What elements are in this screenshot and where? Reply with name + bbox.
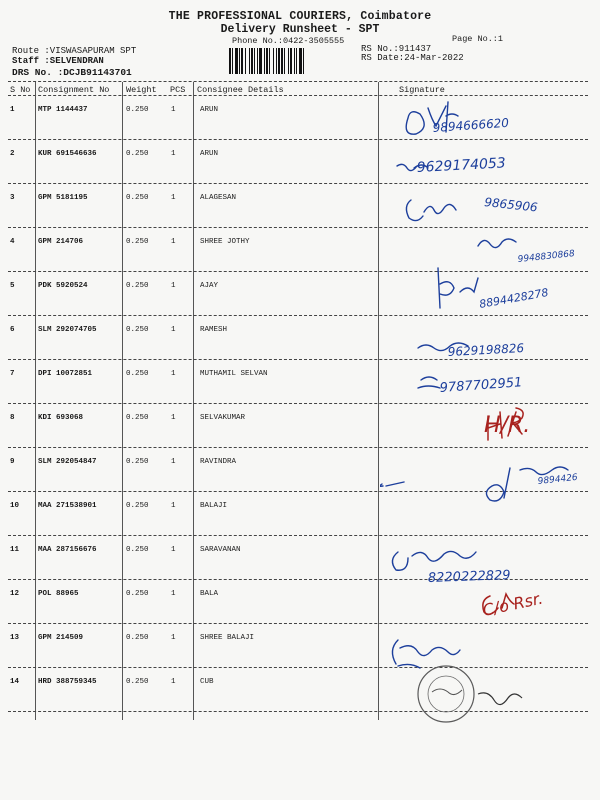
row-divider: [8, 491, 588, 492]
row-consignment-number: MTP 1144437: [38, 106, 88, 114]
row-pieces: 1: [171, 238, 176, 246]
barcode-bar: [257, 48, 258, 74]
row-consignment-number: GPM 5181195: [38, 194, 88, 202]
signature-row-4: [478, 239, 516, 248]
row-divider: [8, 315, 588, 316]
signature-row-2: [397, 164, 428, 170]
row-serial-number: 12: [10, 590, 20, 598]
barcode-bar: [245, 48, 246, 74]
route-label: Route :VISWASAPURAM SPT: [12, 46, 137, 56]
row-divider: [8, 403, 588, 404]
row-consignee: ARUN: [200, 150, 219, 158]
document-title: Delivery Runsheet - SPT: [220, 23, 380, 36]
row-serial-number: 3: [10, 194, 15, 202]
rs-date: RS Date:24-Mar-2022: [361, 53, 464, 63]
column-header-sno: S No: [10, 85, 31, 95]
header-bottom-divider: [8, 95, 588, 96]
barcode-bar: [296, 48, 297, 74]
barcode-bar: [235, 48, 238, 74]
barcode-bar: [281, 48, 283, 74]
handwritten-phone-row-2: 9629174053: [416, 155, 507, 176]
row-pieces: 1: [171, 106, 176, 114]
signature-row-11: [392, 551, 476, 570]
column-header-signature: Signature: [399, 85, 445, 95]
phone-number: Phone No.:0422-3505555: [232, 36, 345, 46]
row-divider: [8, 227, 588, 228]
table-top-divider: [8, 81, 588, 82]
handwritten-note-row-12: C/o Rsr.: [480, 588, 545, 620]
page-number: Page No.:1: [452, 34, 504, 44]
staff-label: Staff :SELVENDRAN: [12, 56, 104, 66]
row-divider: [8, 359, 588, 360]
row-pieces: 1: [171, 194, 176, 202]
row-pieces: 1: [171, 326, 176, 334]
column-header-consignment: Consignment No: [38, 85, 110, 95]
handwritten-phone-row-11: 8220222829: [427, 568, 511, 586]
barcode-bar: [229, 48, 231, 74]
column-header-weight: Weight: [126, 85, 157, 95]
barcode-bar: [254, 48, 255, 74]
row-weight: 0.250: [126, 590, 149, 598]
signature-row-3: [406, 200, 456, 221]
row-weight: 0.250: [126, 414, 149, 422]
row-divider: [8, 139, 588, 140]
row-serial-number: 13: [10, 634, 20, 642]
row-consignment-number: SLM 292074705: [38, 326, 97, 334]
row-consignee: SELVAKUMAR: [200, 414, 246, 422]
row-weight: 0.250: [126, 546, 149, 554]
row-consignment-number: POL 88965: [38, 590, 79, 598]
row-serial-number: 2: [10, 150, 15, 158]
signature-row-9-line: [380, 482, 404, 490]
row-divider: [8, 535, 588, 536]
barcode-bar: [294, 48, 295, 74]
row-consignee: SHREE BALAJI: [200, 634, 255, 642]
barcode-bar: [232, 48, 233, 74]
row-weight: 0.250: [126, 370, 149, 378]
barcode-bar: [241, 48, 243, 74]
column-header-consignee: Consignee Details: [197, 85, 284, 95]
row-consignee: BALAJI: [200, 502, 228, 510]
barcode-bar: [278, 48, 280, 74]
row-serial-number: 8: [10, 414, 15, 422]
row-weight: 0.250: [126, 282, 149, 290]
barcode-bar: [288, 48, 289, 74]
barcode-bar: [269, 48, 270, 74]
row-pieces: 1: [171, 634, 176, 642]
row-serial-number: 11: [10, 546, 20, 554]
handwritten-phone-row-9: 9894426: [537, 472, 579, 487]
handwritten-note-row-8: H/R.: [484, 413, 531, 438]
column-divider: [122, 82, 123, 720]
row-consignee: BALA: [200, 590, 219, 598]
row-consignee: AJAY: [200, 282, 219, 290]
row-pieces: 1: [171, 502, 176, 510]
row-pieces: 1: [171, 370, 176, 378]
row-consignment-number: KDI 693068: [38, 414, 84, 422]
barcode-bar: [303, 48, 304, 74]
company-name: THE PROFESSIONAL COURIERS, Coimbatore: [168, 10, 432, 23]
row-weight: 0.250: [126, 678, 149, 686]
row-pieces: 1: [171, 282, 176, 290]
row-consignee: RAMESH: [200, 326, 228, 334]
column-divider: [35, 82, 36, 720]
signature-row-5: [438, 268, 478, 308]
row-divider: [8, 711, 588, 712]
column-header-pcs: PCS: [170, 85, 186, 95]
signature-row-1: [406, 102, 458, 134]
drs-number: DRS No. :DCJB91143701: [12, 67, 132, 78]
handwritten-phone-row-6: 9629198826: [447, 341, 525, 359]
row-consignee: CUB: [200, 678, 214, 686]
row-serial-number: 6: [10, 326, 15, 334]
row-divider: [8, 623, 588, 624]
barcode-bar: [251, 48, 253, 74]
barcode-bar: [276, 48, 277, 74]
column-divider: [193, 82, 194, 720]
round-rubber-stamp: [418, 666, 522, 722]
row-serial-number: 14: [10, 678, 20, 686]
handwritten-phone-row-3: 9865906: [483, 195, 539, 215]
row-consignee: MUTHAMIL SELVAN: [200, 370, 268, 378]
row-consignment-number: MAA 287156676: [38, 546, 97, 554]
row-weight: 0.250: [126, 194, 149, 202]
barcode-bar: [290, 48, 292, 74]
signature-row-12: [483, 594, 514, 614]
row-divider: [8, 447, 588, 448]
row-consignment-number: KUR 691546636: [38, 150, 97, 158]
row-consignment-number: HRD 388759345: [38, 678, 97, 686]
row-consignee: RAVINDRA: [200, 458, 237, 466]
row-pieces: 1: [171, 150, 176, 158]
barcode-bar: [299, 48, 302, 74]
row-serial-number: 1: [10, 106, 15, 114]
row-consignee: ARUN: [200, 106, 219, 114]
handwritten-signatures: [380, 0, 600, 800]
row-weight: 0.250: [126, 502, 149, 510]
signature-row-7: [418, 377, 440, 388]
row-consignment-number: GPM 214706: [38, 238, 84, 246]
row-weight: 0.250: [126, 238, 149, 246]
row-pieces: 1: [171, 678, 176, 686]
row-weight: 0.250: [126, 458, 149, 466]
signature-row-13: [392, 640, 460, 668]
row-weight: 0.250: [126, 150, 149, 158]
handwritten-phone-row-1: 9894666620: [432, 115, 510, 135]
row-serial-number: 5: [10, 282, 15, 290]
signature-row-9: [486, 467, 568, 501]
row-weight: 0.250: [126, 106, 149, 114]
barcode-bar: [284, 48, 285, 74]
row-pieces: 1: [171, 458, 176, 466]
barcode-bar: [264, 48, 265, 74]
handwritten-phone-row-4: 9948830868: [517, 249, 576, 265]
row-weight: 0.250: [126, 634, 149, 642]
row-consignee: SHREE JOTHY: [200, 238, 250, 246]
row-consignment-number: DPI 10072851: [38, 370, 93, 378]
row-divider: [8, 271, 588, 272]
row-divider: [8, 579, 588, 580]
row-consignee: ALAGESAN: [200, 194, 237, 202]
row-consignment-number: SLM 292054847: [38, 458, 97, 466]
row-pieces: 1: [171, 546, 176, 554]
row-pieces: 1: [171, 414, 176, 422]
row-serial-number: 7: [10, 370, 15, 378]
row-consignment-number: MAA 271538901: [38, 502, 97, 510]
barcode-image: [229, 48, 355, 74]
row-divider: [8, 183, 588, 184]
row-weight: 0.250: [126, 326, 149, 334]
barcode-bar: [273, 48, 274, 74]
barcode-bar: [249, 48, 250, 74]
signature-row-6: [418, 343, 468, 351]
barcode-bar: [239, 48, 240, 74]
row-consignee: SARAVANAN: [200, 546, 241, 554]
signature-row-8: [488, 408, 523, 440]
barcode-bar: [266, 48, 268, 74]
handwritten-phone-row-5: 8894428278: [478, 285, 550, 311]
row-divider: [8, 667, 588, 668]
row-consignment-number: PDK 5920524: [38, 282, 88, 290]
row-consignment-number: GPM 214509: [38, 634, 84, 642]
row-serial-number: 10: [10, 502, 20, 510]
rs-number: RS No.:911437: [361, 44, 432, 54]
row-pieces: 1: [171, 590, 176, 598]
row-serial-number: 9: [10, 458, 15, 466]
column-divider: [378, 82, 379, 720]
handwritten-phone-row-7: 9787702951: [439, 375, 523, 396]
row-serial-number: 4: [10, 238, 15, 246]
barcode-bar: [259, 48, 262, 74]
